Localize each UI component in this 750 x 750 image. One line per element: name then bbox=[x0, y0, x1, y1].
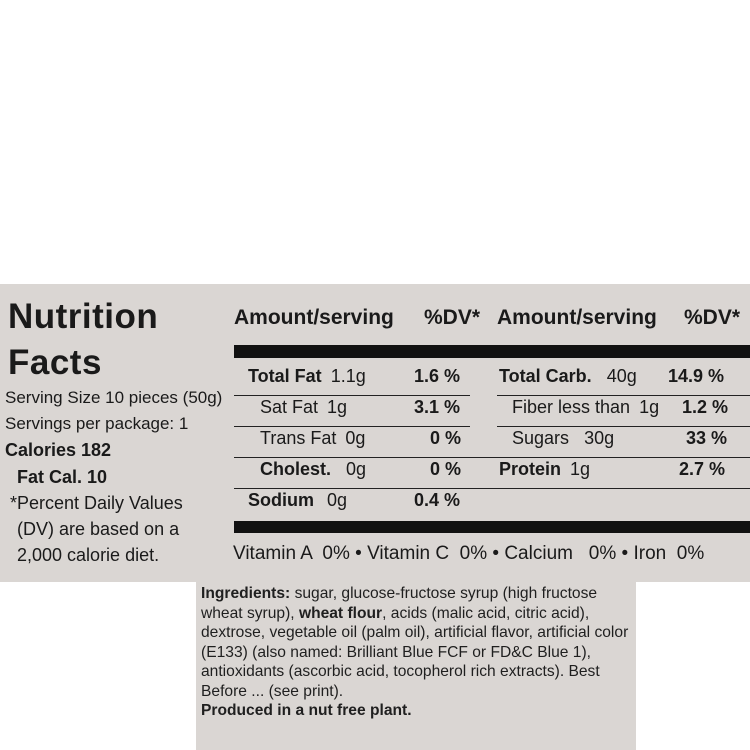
row-divider bbox=[234, 457, 750, 458]
header-amount-serving-left: Amount/serving bbox=[234, 306, 394, 329]
nutrition-facts-panel bbox=[0, 284, 750, 582]
protein-row bbox=[499, 459, 590, 480]
nutrition-facts-title bbox=[8, 294, 158, 386]
row-divider bbox=[234, 426, 470, 427]
sat-fat-amount: 1g bbox=[327, 397, 348, 417]
trans-fat-row bbox=[260, 428, 365, 449]
total-fat-amount: 1.1g bbox=[330, 366, 366, 386]
row-divider bbox=[497, 395, 750, 396]
vitamins-minerals-line: Vitamin A 0% • Vitamin C 0% • Calcium 0% • Iron 0% bbox=[233, 543, 705, 564]
fiber-amount: 1g bbox=[639, 397, 660, 417]
sugars-label: Sugars bbox=[512, 428, 570, 448]
total-carb-amount: 40g bbox=[606, 366, 637, 386]
top-thick-rule bbox=[234, 345, 750, 358]
calories: Calories 182 bbox=[5, 440, 112, 460]
total-fat-label: Total Fat bbox=[248, 366, 322, 386]
cholesterol-row bbox=[260, 459, 366, 480]
ingredients-part-1: sugar, glucose-fructose syrup (high fructose wheat syrup), bbox=[201, 585, 598, 622]
dv-note-line-2: (DV) are based on a bbox=[17, 519, 180, 539]
ingredients-label: Ingredients: bbox=[201, 585, 291, 602]
header-dv-left: %DV* bbox=[424, 306, 481, 329]
sat-fat-dv: 3.1 % bbox=[414, 397, 461, 417]
fiber-dv: 1.2 % bbox=[682, 397, 729, 417]
sugars-dv: 33 % bbox=[686, 428, 728, 448]
total-carb-label: Total Carb. bbox=[499, 366, 592, 386]
row-divider bbox=[234, 395, 470, 396]
title-line-1: Nutrition bbox=[8, 297, 159, 336]
protein-amount: 1g bbox=[570, 459, 591, 479]
sat-fat-label: Sat Fat bbox=[260, 397, 319, 417]
row-divider bbox=[234, 488, 750, 489]
sodium-row bbox=[248, 490, 347, 511]
total-carb-row bbox=[499, 366, 637, 387]
sugars-row bbox=[512, 428, 614, 449]
ingredients-text bbox=[201, 584, 635, 721]
fat-calories: Fat Cal. 10 bbox=[17, 467, 108, 487]
cholesterol-dv: 0 % bbox=[430, 459, 462, 479]
sodium-dv: 0.4 % bbox=[414, 490, 461, 510]
row-divider bbox=[497, 426, 750, 427]
serving-size: Serving Size 10 pieces (50g) bbox=[5, 388, 223, 407]
sodium-amount: 0g bbox=[327, 490, 348, 510]
trans-fat-dv: 0 % bbox=[430, 428, 462, 448]
total-carb-dv: 14.9 % bbox=[668, 366, 725, 386]
title-line-2: Facts bbox=[8, 343, 102, 382]
ingredients-part-2: , acids (malic acid, citric acid), dextrose, vegetable oil (palm oil), artificial flavor, artificial color (E133) (also named: Brilliant Blue FCF or FD&C Blue 1), antioxidants (ascorbic acid, tocopherol rich extracts). Best Before ... (see print). bbox=[201, 604, 629, 700]
nut-free-statement: Produced in a nut free plant. bbox=[201, 702, 412, 719]
servings-per-package: Servings per package: 1 bbox=[5, 414, 189, 433]
sat-fat-row bbox=[260, 397, 347, 418]
dv-note-line-3: 2,000 calorie diet. bbox=[17, 545, 160, 565]
cholesterol-label: Cholest. bbox=[260, 459, 332, 479]
header-amount-serving-right: Amount/serving bbox=[497, 306, 657, 329]
header-dv-right: %DV* bbox=[684, 306, 741, 329]
protein-dv: 2.7 % bbox=[679, 459, 726, 479]
cholesterol-amount: 0g bbox=[346, 459, 367, 479]
ingredients-panel bbox=[196, 582, 636, 750]
trans-fat-label: Trans Fat bbox=[260, 428, 337, 448]
sodium-label: Sodium bbox=[248, 490, 314, 510]
trans-fat-amount: 0g bbox=[345, 428, 366, 448]
sugars-amount: 30g bbox=[584, 428, 615, 448]
ingredients-wheat-flour: wheat flour bbox=[298, 604, 383, 622]
fiber-row bbox=[512, 397, 659, 418]
protein-label: Protein bbox=[499, 459, 562, 479]
fiber-label: Fiber less than bbox=[512, 397, 631, 417]
dv-note-line-1: *Percent Daily Values bbox=[10, 493, 183, 513]
bottom-thick-rule bbox=[234, 521, 750, 533]
total-fat-dv: 1.6 % bbox=[414, 366, 461, 386]
total-fat-row bbox=[248, 366, 366, 387]
